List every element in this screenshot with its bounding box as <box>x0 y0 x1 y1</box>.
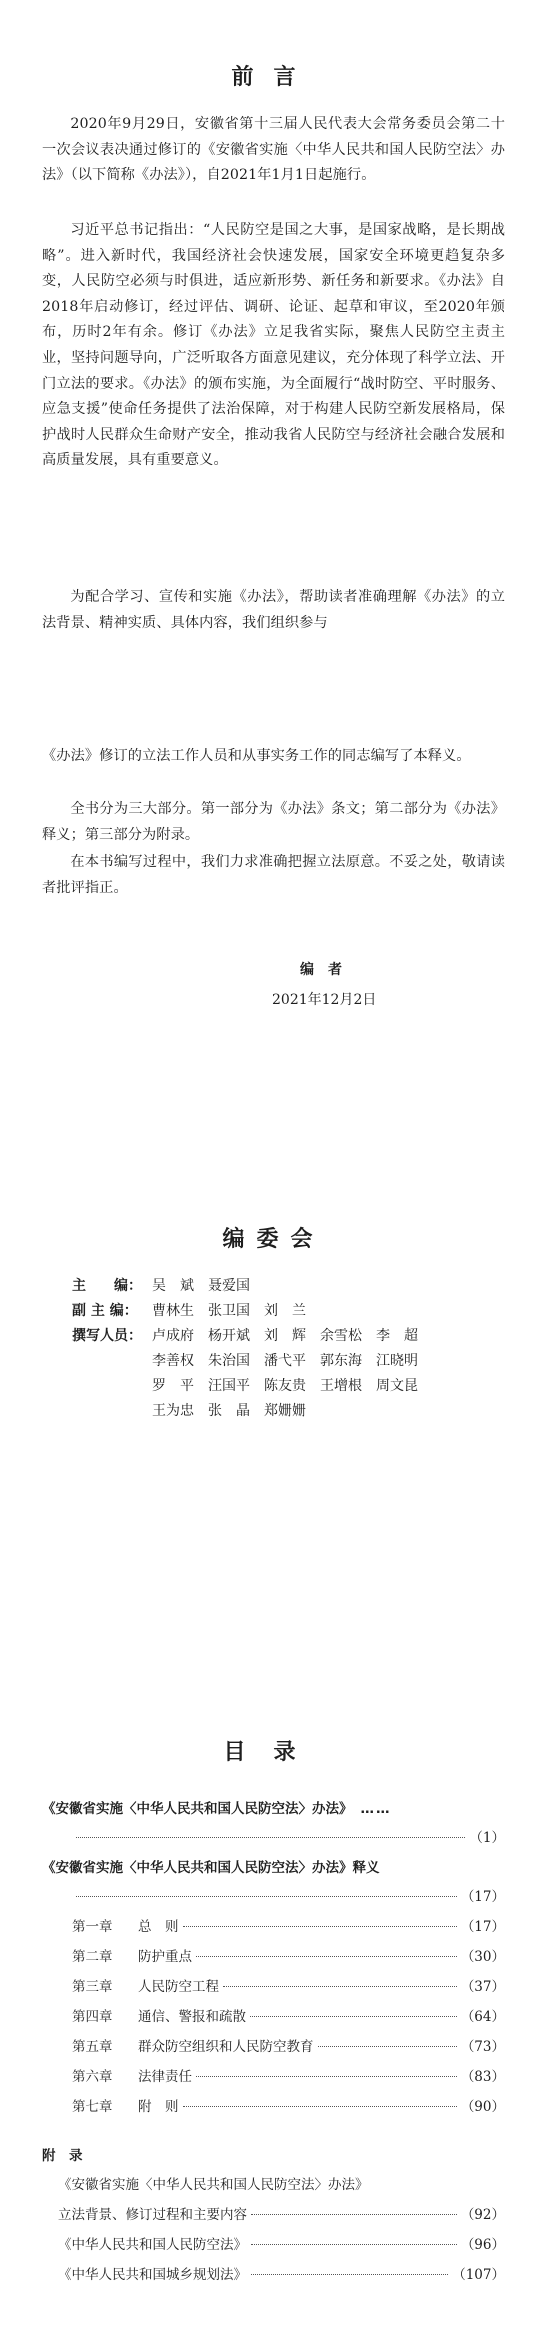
board-member-name: 周文昆 <box>376 1378 418 1394</box>
toc-chapter-title: 防护重点 <box>138 1949 192 1965</box>
board-member-name: 王为忠 <box>152 1403 194 1419</box>
toc-appendix-title: 立法背景、修订过程和主要内容 <box>58 2207 247 2223</box>
preface-title: 前言 <box>231 65 316 90</box>
board-member-name: 潘弋平 <box>264 1353 306 1369</box>
board-member-name: 刘 兰 <box>264 1303 306 1319</box>
toc-leader <box>76 1896 457 1897</box>
toc-title: 目录 <box>223 1740 324 1765</box>
preface-continued-page <box>0 719 547 1156</box>
toc-appendix-page: （96） <box>460 2237 505 2253</box>
toc-chapter-title: 法律责任 <box>138 2069 192 2085</box>
toc-chapter-number: 第二章 <box>72 1949 113 1965</box>
toc-appendix-title: 《中华人民共和国城乡规划法》 <box>58 2267 247 2283</box>
board-member-name: 李善权 <box>152 1353 194 1369</box>
board-row <box>72 1324 432 1349</box>
board-role-label: 副 主 编： <box>72 1303 138 1319</box>
toc-chapter-page: （83） <box>460 2069 505 2085</box>
toc-appendix-entry[interactable] <box>58 2263 505 2283</box>
toc-leader <box>250 2016 457 2017</box>
toc-appendix-label: 附 录 <box>42 2148 83 2164</box>
board-member-name: 余雪松 <box>320 1328 362 1344</box>
board-role-label: 撰写人员： <box>72 1328 142 1344</box>
board-row <box>72 1374 432 1399</box>
board-member-name: 郭东海 <box>320 1353 362 1369</box>
toc-chapter-page: （30） <box>460 1949 505 1965</box>
toc-chapter-entry[interactable] <box>72 2005 505 2025</box>
toc-leader <box>76 1837 465 1838</box>
board-member-name: 张卫国 <box>208 1303 250 1319</box>
board-row <box>72 1299 320 1324</box>
toc-part2-title: 《安徽省实施〈中华人民共和国人民防空法〉办法》释义 <box>42 1860 380 1876</box>
preface-paragraph-1: 2020年9月29日，安徽省第十三届人民代表大会常务委员会第二十一次会议表决通过修订的《安徽省实施〈中华人民共和国人民防空法〉办法》（以下简称《办法》），自2021年1月1日起施行。 <box>42 116 505 184</box>
toc-appendix-title: 《安徽省实施〈中华人民共和国人民防空法〉办法》 <box>58 2177 369 2193</box>
toc-chapter-number: 第三章 <box>72 1979 113 1995</box>
board-member-name: 汪国平 <box>208 1378 250 1394</box>
toc-part1-title: 《安徽省实施〈中华人民共和国人民防空法〉办法》 <box>42 1801 353 1817</box>
board-role-label: 主 编： <box>72 1278 142 1294</box>
toc-chapter-title: 群众防空组织和人民防空教育 <box>138 2039 314 2055</box>
toc-leader <box>251 2244 457 2245</box>
preface-signature: 编者 <box>300 962 356 978</box>
board-member-name: 吴 斌 <box>152 1278 194 1294</box>
preface-paragraph-2: 习近平总书记指出：“人民防空是国之大事，是国家战略，是长期战略”。进入新时代，我国经济社会快速发展，国家安全环境更趋复杂多变，人民防空必须与时俱进，适应新形势、新任务和新要求。《办法》自2018年启动修订，经过评估、调研、论证、起草和审议，至2020年颁布，历时2年有余。修订《办法》立足我省实际，聚焦人民防空主责主业，坚持问题导向，广泛听取各方面意见建议，充分体现了科学立法、开门立法的要求。《办法》的颁布实施，为全面履行“战时防空、平时服务、应急支援”使命任务提供了法治保障，对于构建人民防空新发展格局，保护战时人民群众生命财产安全，推动我省人民防空与经济社会融合发展和高质量发展，具有重要意义。 <box>42 222 505 469</box>
board-member-name: 张 晶 <box>208 1403 250 1419</box>
board-member-name: 罗 平 <box>152 1378 194 1394</box>
toc-chapter-entry[interactable] <box>72 1915 505 1935</box>
toc-part2-page-line <box>72 1885 505 1905</box>
preface-continued-1: 《办法》修订的立法工作人员和从事实务工作的同志编写了本释义。 <box>42 748 471 764</box>
preface-page <box>0 0 547 719</box>
toc-chapter-title: 附 则 <box>138 2099 179 2115</box>
toc-part2-title-line[interactable] <box>42 1856 505 1876</box>
toc-chapter-number: 第七章 <box>72 2099 113 2115</box>
toc-chapter-number: 第四章 <box>72 2009 113 2025</box>
toc-appendix-title: 《中华人民共和国人民防空法》 <box>58 2237 247 2253</box>
toc-chapter-title: 总 则 <box>138 1919 179 1935</box>
toc-leader <box>196 2076 457 2077</box>
toc-leader <box>183 1926 457 1927</box>
toc-chapter-page: （17） <box>460 1919 505 1935</box>
toc-page <box>0 1679 547 2337</box>
board-member-name: 曹林生 <box>152 1303 194 1319</box>
board-member-name: 杨开斌 <box>208 1328 250 1344</box>
preface-paragraph-3: 为配合学习、宣传和实施《办法》，帮助读者准确理解《办法》的立法背景、精神实质、具体内容，我们组织参与 <box>42 589 505 631</box>
board-names <box>152 1349 432 1374</box>
board-names <box>152 1324 432 1349</box>
toc-part1-page: （1） <box>469 1830 505 1846</box>
toc-chapter-title: 人民防空工程 <box>138 1979 219 1995</box>
board-row <box>72 1349 432 1374</box>
toc-chapter-entry[interactable] <box>72 2095 505 2115</box>
toc-leader <box>196 1956 457 1957</box>
toc-chapter-title: 通信、警报和疏散 <box>138 2009 246 2025</box>
toc-leader <box>251 2274 448 2275</box>
toc-appendix-entry[interactable] <box>58 2233 505 2253</box>
toc-chapter-entry[interactable] <box>72 2035 505 2055</box>
board-names <box>152 1274 264 1299</box>
board-member-name: 王增根 <box>320 1378 362 1394</box>
toc-chapter-number: 第一章 <box>72 1919 113 1935</box>
board-page <box>0 1156 547 1679</box>
toc-appendix-entry[interactable] <box>58 2173 505 2193</box>
toc-chapter-entry[interactable] <box>72 1945 505 1965</box>
toc-chapter-page: （90） <box>460 2099 505 2115</box>
board-title: 编委会 <box>222 1227 325 1252</box>
toc-leader <box>223 1986 457 1987</box>
toc-chapter-page: （64） <box>460 2009 505 2025</box>
toc-chapter-number: 第六章 <box>72 2069 113 2085</box>
board-names <box>152 1374 432 1399</box>
toc-chapter-entry[interactable] <box>72 2065 505 2085</box>
toc-part2-page: （17） <box>460 1889 505 1905</box>
board-row <box>72 1399 320 1424</box>
board-member-name: 陈友贵 <box>264 1378 306 1394</box>
toc-appendix-entry[interactable] <box>58 2203 505 2223</box>
toc-chapter-page: （73） <box>460 2039 505 2055</box>
toc-leader <box>251 2214 457 2215</box>
toc-appendix-page: （92） <box>460 2207 505 2223</box>
toc-part1-page-line <box>72 1826 505 1846</box>
toc-chapter-number: 第五章 <box>72 2039 113 2055</box>
preface-continued-3: 在本书编写过程中，我们力求准确把握立法原意。不妥之处，敬请读者批评指正。 <box>42 854 505 896</box>
board-member-name: 卢成府 <box>152 1328 194 1344</box>
board-member-name: 李 超 <box>376 1328 418 1344</box>
preface-date: 2021年12月2日 <box>272 992 377 1008</box>
board-member-name: 江晓明 <box>376 1353 418 1369</box>
board-names <box>152 1299 320 1324</box>
toc-chapter-entry[interactable] <box>72 1975 505 1995</box>
board-names <box>152 1399 320 1424</box>
board-member-name: 朱治国 <box>208 1353 250 1369</box>
toc-appendix-page: （107） <box>452 2267 505 2283</box>
board-row <box>72 1274 264 1299</box>
toc-leader <box>183 2106 457 2107</box>
preface-continued-2: 全书分为三大部分。第一部分为《办法》条文；第二部分为《办法》释义；第三部分为附录。 <box>42 801 505 843</box>
toc-part1-title-line[interactable]: 《安徽省实施〈中华人民共和国人民防空法〉办法》 …… <box>42 1797 505 1817</box>
toc-leader <box>318 2046 457 2047</box>
board-member-name: 聂爱国 <box>208 1278 250 1294</box>
board-member-name: 郑姗姗 <box>264 1403 306 1419</box>
toc-chapter-page: （37） <box>460 1979 505 1995</box>
board-member-name: 刘 辉 <box>264 1328 306 1344</box>
